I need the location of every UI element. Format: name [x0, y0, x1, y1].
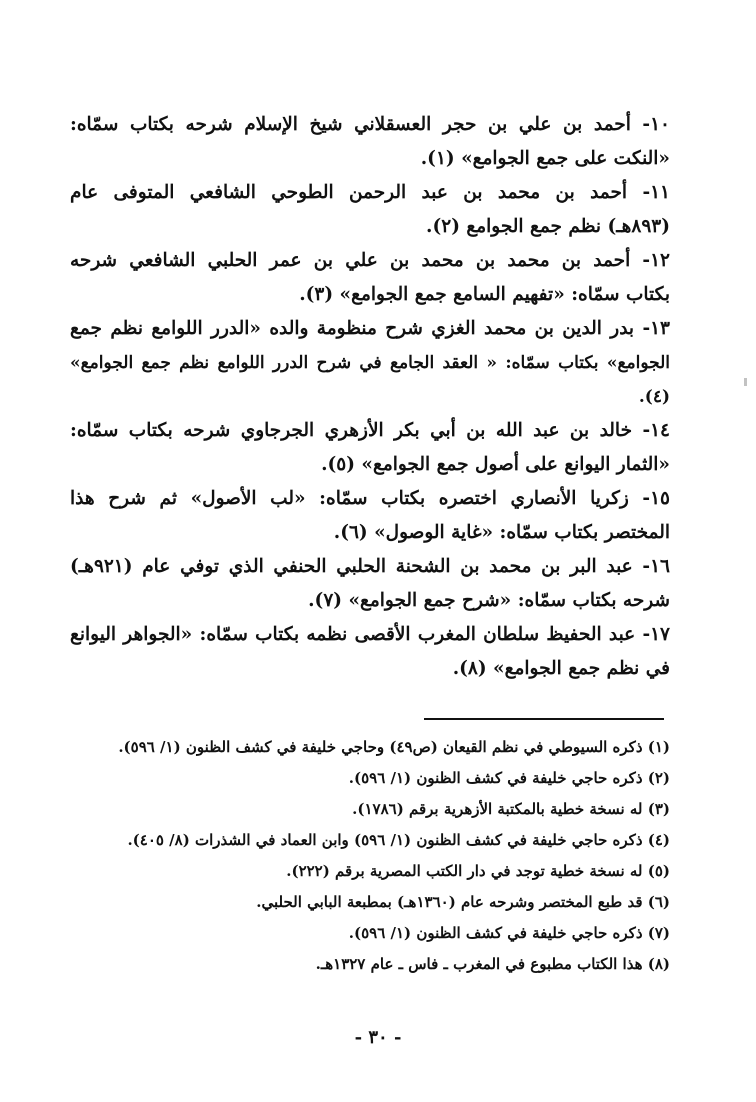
footnote-8: (٨) هذا الكتاب مطبوع في المغرب ـ فاس ـ عام ١٣٢٧هـ.	[315, 955, 670, 973]
list-item-11	[70, 176, 670, 244]
footnote-4: (٤) ذكره حاجي خليفة في كشف الظنون (١/ ٥٩٦) وابن العماد في الشذرات (٨/ ٤٠٥).	[127, 831, 670, 849]
list-item-15	[70, 482, 670, 550]
entry-line: ١٠- أحمد بن علي بن حجر العسقلاني شيخ الإسلام شرحه بكتاب سمّاه:	[70, 114, 670, 135]
list-item-10	[70, 108, 670, 176]
footnotes	[70, 732, 670, 980]
main-text	[70, 108, 670, 686]
entry-line: ١٣- بدر الدين بن محمد الغزي شرح منظومة والده «الدرر اللوامع نظم جمع	[70, 318, 670, 339]
entry-line: المختصر بكتاب سمّاه: «غاية الوصول» (٦).	[333, 522, 670, 543]
footnote-divider	[424, 718, 664, 720]
entry-line: ١٥- زكريا الأنصاري اختصره بكتاب سمّاه: «لب الأصول» ثم شرح هذا	[70, 488, 670, 509]
entry-line: ١٦- عبد البر بن محمد بن الشحنة الحلبي الحنفي الذي توفي عام (٩٢١هـ)	[70, 556, 670, 577]
footnote-2: (٢) ذكره حاجي خليفة في كشف الظنون (١/ ٥٩٦).	[348, 769, 670, 787]
entry-line: «النكت على جمع الجوامع» (١).	[420, 148, 670, 169]
entry-line: ١١- أحمد بن محمد بن عبد الرحمن الطوحي الشافعي المتوفى عام	[70, 182, 670, 203]
entry-line: (٨٩٣هـ) نظم جمع الجوامع (٢).	[426, 216, 670, 237]
list-item-12	[70, 244, 670, 312]
entry-line: في نظم جمع الجوامع» (٨).	[452, 658, 670, 679]
footnote-7: (٧) ذكره حاجي خليفة في كشف الظنون (١/ ٥٩٦).	[348, 924, 670, 942]
list-item-14	[70, 414, 670, 482]
footnote-6: (٦) قد طبع المختصر وشرحه عام (١٣٦٠هـ) بمطبعة البابي الحلبي.	[256, 893, 670, 911]
list-item-13	[70, 312, 670, 414]
list-item-17	[70, 618, 670, 686]
list-item-16	[70, 550, 670, 618]
entry-line: «الثمار اليوانع على أصول جمع الجوامع» (٥).	[321, 454, 670, 475]
page-number: - ٣٠ -	[354, 1027, 402, 1048]
footnote-5: (٥) له نسخة خطية توجد في دار الكتب المصرية برقم (٢٢٢).	[286, 862, 670, 880]
entry-line: الجوامع» بكتاب سمّاه: « العقد الجامع في شرح الدرر اللوامع نظم جمع الجوامع» (٤).	[70, 353, 670, 407]
entry-line: ١٢- أحمد بن محمد بن محمد بن علي بن عمر الحلبي الشافعي شرحه	[70, 250, 670, 271]
entry-line: بكتاب سمّاه: «تفهيم السامع جمع الجوامع» (٣).	[299, 284, 670, 305]
entry-line: ١٧- عبد الحفيظ سلطان المغرب الأقصى نظمه بكتاب سمّاه: «الجواهر اليوانع	[70, 624, 670, 645]
footnote-1: (١) ذكره السيوطي في نظم القيعان (ص٤٩) وحاجي خليفة في كشف الظنون (١/ ٥٩٦).	[118, 738, 670, 756]
scan-speck	[744, 378, 747, 386]
footnote-3: (٣) له نسخة خطية بالمكتبة الأزهرية برقم (١٧٨٦).	[352, 800, 670, 818]
entry-line: ١٤- خالد بن عبد الله بن أبي بكر الأزهري الجرجاوي شرحه بكتاب سمّاه:	[70, 420, 670, 441]
entry-line: شرحه بكتاب سمّاه: «شرح جمع الجوامع» (٧).	[308, 590, 670, 611]
